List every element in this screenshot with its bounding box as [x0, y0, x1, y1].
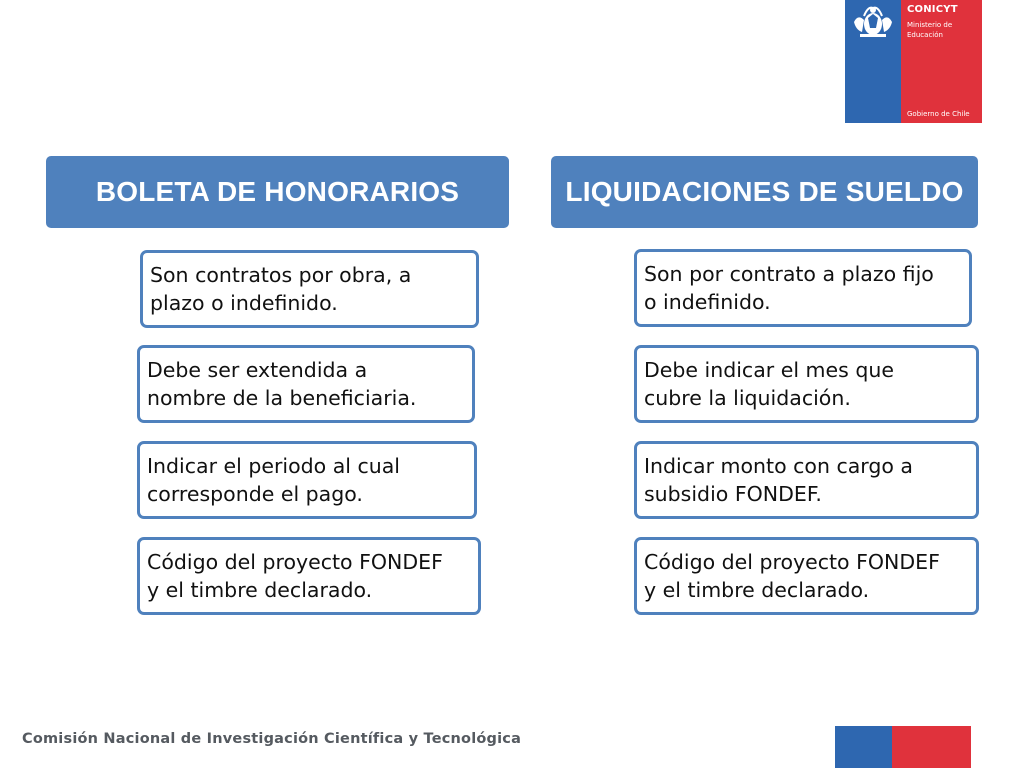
logo-red-panel — [901, 0, 982, 123]
header-liquidaciones-de-sueldo: LIQUIDACIONES DE SUELDO — [551, 156, 978, 228]
item-line: Código del proyecto FONDEF — [644, 550, 940, 574]
item-line: y el timbre declarado. — [147, 578, 373, 602]
right-item-box — [634, 249, 972, 327]
item-line: plazo o indefinido. — [150, 291, 338, 315]
item-line: Son por contrato a plazo fijo — [644, 262, 934, 286]
logo-ministry-line1: Ministerio de — [907, 21, 953, 29]
item-line: Código del proyecto FONDEF — [147, 550, 443, 574]
item-line: o indefinido. — [644, 290, 771, 314]
footer-flag-blue — [835, 726, 892, 768]
right-item-box — [634, 441, 979, 519]
item-line: nombre de la beneficiaria. — [147, 386, 417, 410]
left-item-box — [137, 441, 477, 519]
item-line: Son contratos por obra, a — [150, 263, 412, 287]
right-item-box — [634, 345, 979, 423]
logo-ministry-line2: Educación — [907, 31, 943, 39]
footer-institution-name: Comisión Nacional de Investigación Científica y Tecnológica — [22, 731, 522, 747]
footer-flag-bar — [835, 726, 971, 768]
item-line: Indicar el periodo al cual — [147, 454, 401, 478]
logo-government: Gobierno de Chile — [907, 110, 970, 118]
item-line: Debe indicar el mes que — [644, 358, 894, 382]
logo-name: CONICYT — [907, 4, 958, 15]
header-boleta-de-honorarios: BOLETA DE HONORARIOS — [46, 156, 509, 228]
item-line: Debe ser extendida a — [147, 358, 368, 382]
logo-ministry — [907, 20, 952, 40]
item-line: subsidio FONDEF. — [644, 482, 822, 506]
left-item-box — [137, 537, 481, 615]
item-line: y el timbre declarado. — [644, 578, 870, 602]
item-line: corresponde el pago. — [147, 482, 363, 506]
right-item-box — [634, 537, 979, 615]
left-item-box — [140, 250, 479, 328]
item-line: cubre la liquidación. — [644, 386, 851, 410]
item-line: Indicar monto con cargo a — [644, 454, 913, 478]
left-item-box — [137, 345, 475, 423]
logo-blue-panel — [845, 0, 901, 123]
conicyt-logo — [845, 0, 982, 123]
chile-coat-of-arms-icon — [850, 4, 896, 40]
footer-flag-red — [892, 726, 971, 768]
